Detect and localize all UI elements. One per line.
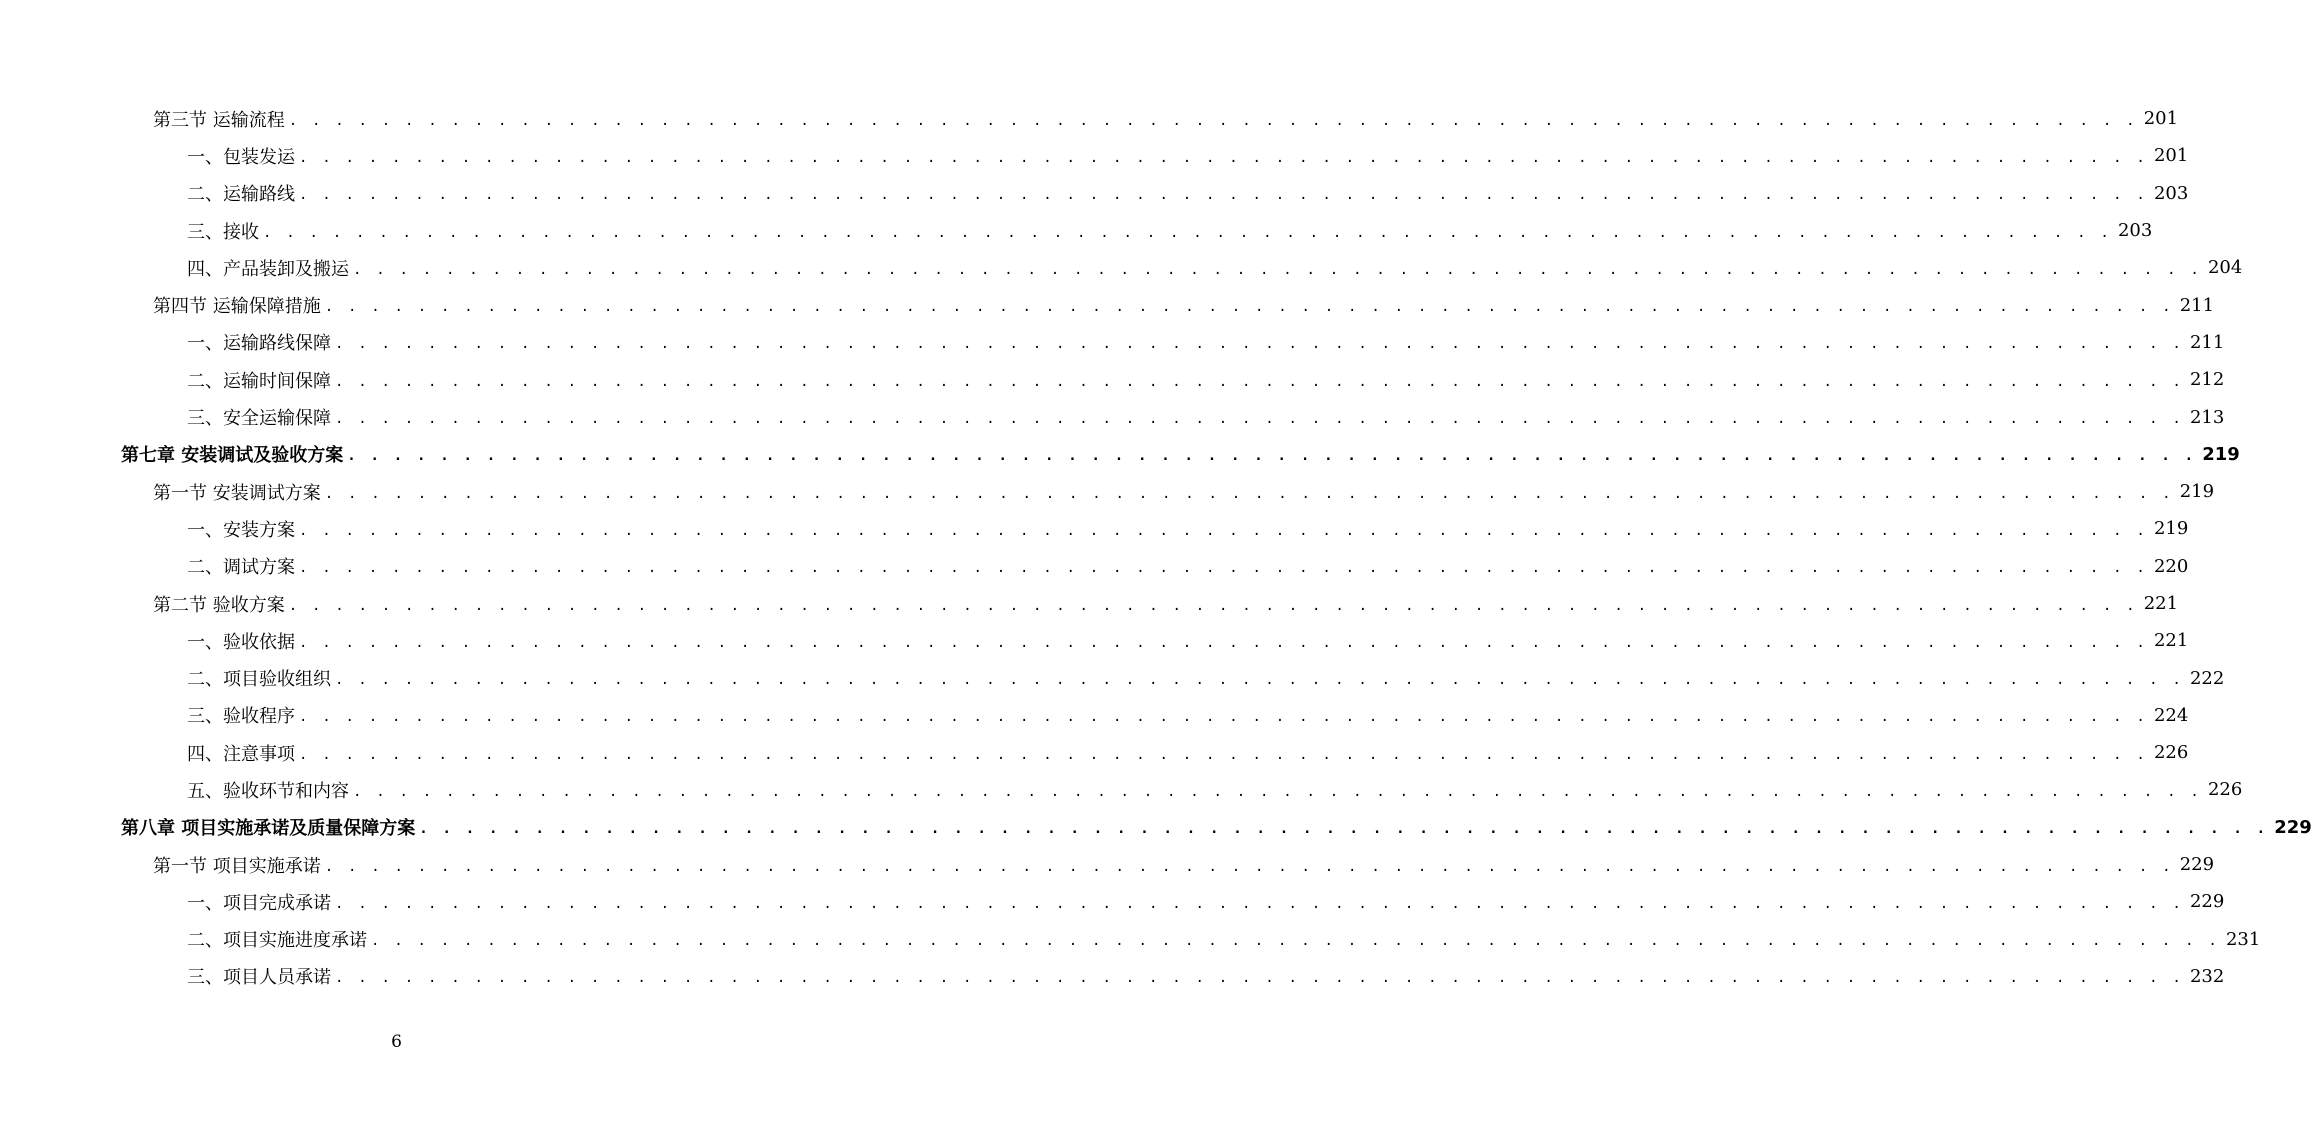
toc-entry-item[interactable] [0,212,2153,249]
toc-dot-leader: . . . . . . . . . . . . . . . . . . . . . . . . . . . . . . . . . . . . . . . . . . . . . . . . . . . . . . . . . . . . . . . . . . . . . . . . . . . . . . . . [299,709,2148,726]
toc-entry-item[interactable] [0,249,2243,286]
toc-entry-page-number: 201 [2153,145,2189,167]
toc-entry-chapter[interactable] [0,809,2312,846]
toc-dot-leader: . . . . . . . . . . . . . . . . . . . . . . . . . . . . . . . . . . . . . . . . . . . . . . . . . . . . . . . . . . . . . . . . . . . . . . . . . . . . . . . . [335,373,2184,390]
toc-entry-item[interactable] [0,398,2225,435]
toc-entry-item[interactable] [0,548,2189,585]
table-of-contents [0,100,2312,995]
toc-entry-page-number: 221 [2143,593,2179,614]
toc-dot-leader: . . . . . . . . . . . . . . . . . . . . . . . . . . . . . . . . . . . . . . . . . . . . . . . . . . . . . . . . . . . . . . . . . . . . . . . . . . . . . . . . [299,522,2148,539]
toc-entry-title: 第三节 运输流程 [153,106,289,132]
toc-entry-title: 第二节 验收方案 [153,591,289,617]
toc-entry-section[interactable] [0,846,2215,883]
toc-entry-item[interactable] [0,175,2189,212]
toc-dot-leader: . . . . . . . . . . . . . . . . . . . . . . . . . . . . . . . . . . . . . . . . . . . . . . . . . . . . . . . . . . . . . . . . . . . . . . . . . . . . . . . . [353,783,2202,800]
toc-entry-line [153,100,2179,137]
toc-entry-title: 第八章 项目实施承诺及质量保障方案 [121,814,419,840]
toc-entry-page-number: 219 [2179,481,2215,503]
toc-entry-title: 五、验收环节和内容 [187,777,353,803]
toc-entry-page-number: 229 [2189,891,2225,913]
toc-dot-leader: . . . . . . . . . . . . . . . . . . . . . . . . . . . . . . . . . . . . . . . . . . . . . . . . . . . . . . . . . . . . . . . . . . . . . . . . . . . . . . . . [324,858,2174,875]
toc-entry-title: 一、运输路线保障 [187,329,335,355]
toc-entry-title: 第七章 安装调试及验收方案 [121,441,347,467]
toc-entry-page-number: 219 [2202,443,2240,465]
toc-entry-page-number: 212 [2189,369,2225,391]
toc-entry-item[interactable] [0,361,2225,398]
toc-entry-line [187,734,2189,771]
toc-entry-item[interactable] [0,697,2189,734]
toc-entry-line [153,846,2215,883]
toc-entry-title: 一、包装发运 [187,143,299,169]
toc-dot-leader: . . . . . . . . . . . . . . . . . . . . . . . . . . . . . . . . . . . . . . . . . . . . . . . . . . . . . . . . . . . . . . . . . . . . . . . . . . . . . . . . [335,411,2184,428]
toc-entry-line [187,212,2153,249]
toc-dot-leader: . . . . . . . . . . . . . . . . . . . . . . . . . . . . . . . . . . . . . . . . . . . . . . . . . . . . . . . . . . . . . . . . . . . . . . . . . . . . . . . . [335,672,2184,689]
toc-entry-page-number: 231 [2225,928,2261,950]
toc-entry-item[interactable] [0,510,2189,547]
toc-entry-line [187,883,2225,920]
toc-entry-page-number: 201 [2143,108,2179,130]
toc-entry-title: 第四节 运输保障措施 [153,292,325,318]
toc-entry-page-number: 211 [2179,294,2215,316]
toc-entry-title: 二、调试方案 [187,553,299,579]
toc-entry-title: 四、注意事项 [187,740,299,766]
toc-entry-line [187,921,2261,958]
toc-entry-section[interactable] [0,585,2179,622]
toc-dot-leader: . . . . . . . . . . . . . . . . . . . . . . . . . . . . . . . . . . . . . . . . . . . . . . . . . . . . . . . . . . . . . . . . . . . . . . . . . . . . . . . . [299,746,2148,763]
toc-entry-title: 一、验收依据 [187,628,299,654]
toc-entry-title: 二、项目实施进度承诺 [187,926,371,952]
toc-entry-title: 三、安全运输保障 [187,404,335,430]
toc-entry-chapter[interactable] [0,436,2240,473]
toc-dot-leader: . . . . . . . . . . . . . . . . . . . . . . . . . . . . . . . . . . . . . . . . . . . . . . . . . . . . . . . . . . . . . . . . . . . . . . . . . . . . . . . . [299,560,2148,577]
toc-entry-line [187,697,2189,734]
toc-entry-page-number: 219 [2153,518,2189,540]
toc-entry-line [187,398,2225,435]
toc-entry-page-number: 229 [2274,816,2312,838]
toc-entry-line [187,175,2189,212]
toc-dot-leader: . . . . . . . . . . . . . . . . . . . . . . . . . . . . . . . . . . . . . . . . . . . . . . . . . . . . . . . . . . . . . . . . . . . . . . . . . . . . . . . . [347,448,2197,465]
toc-dot-leader: . . . . . . . . . . . . . . . . . . . . . . . . . . . . . . . . . . . . . . . . . . . . . . . . . . . . . . . . . . . . . . . . . . . . . . . . . . . . . . . . [299,187,2148,204]
toc-dot-leader: . . . . . . . . . . . . . . . . . . . . . . . . . . . . . . . . . . . . . . . . . . . . . . . . . . . . . . . . . . . . . . . . . . . . . . . . . . . . . . . . [263,224,2112,241]
toc-entry-item[interactable] [0,622,2189,659]
toc-entry-line [187,771,2243,808]
toc-entry-page-number: 224 [2153,704,2189,726]
toc-dot-leader: . . . . . . . . . . . . . . . . . . . . . . . . . . . . . . . . . . . . . . . . . . . . . . . . . . . . . . . . . . . . . . . . . . . . . . . . . . . . . . . . [288,112,2138,129]
toc-entry-page-number: 226 [2153,742,2189,764]
toc-entry-line [187,361,2225,398]
toc-entry-item[interactable] [0,958,2225,995]
toc-dot-leader: . . . . . . . . . . . . . . . . . . . . . . . . . . . . . . . . . . . . . . . . . . . . . . . . . . . . . . . . . . . . . . . . . . . . . . . . . . . . . . . . [324,485,2174,502]
toc-dot-leader: . . . . . . . . . . . . . . . . . . . . . . . . . . . . . . . . . . . . . . . . . . . . . . . . . . . . . . . . . . . . . . . . . . . . . . . . . . . . . . . . [324,299,2174,316]
toc-dot-leader: . . . . . . . . . . . . . . . . . . . . . . . . . . . . . . . . . . . . . . . . . . . . . . . . . . . . . . . . . . . . . . . . . . . . . . . . . . . . . . . . [335,336,2184,353]
toc-dot-leader: . . . . . . . . . . . . . . . . . . . . . . . . . . . . . . . . . . . . . . . . . . . . . . . . . . . . . . . . . . . . . . . . . . . . . . . . . . . . . . . . [335,895,2184,912]
toc-entry-title: 二、运输路线 [187,180,299,206]
toc-entry-title: 三、接收 [187,218,263,244]
toc-entry-line [121,809,2312,846]
toc-dot-leader: . . . . . . . . . . . . . . . . . . . . . . . . . . . . . . . . . . . . . . . . . . . . . . . . . . . . . . . . . . . . . . . . . . . . . . . . . . . . . . . . [335,970,2184,987]
toc-entry-page-number: 221 [2153,630,2189,652]
toc-entry-page-number: 203 [2153,182,2189,204]
toc-entry-title: 一、项目完成承诺 [187,889,335,915]
toc-entry-item[interactable] [0,659,2225,696]
toc-entry-line [187,249,2243,286]
page-number: 6 [391,1032,402,1052]
toc-entry-line [187,548,2189,585]
toc-entry-title: 二、运输时间保障 [187,367,335,393]
toc-entry-line [187,622,2189,659]
toc-entry-item[interactable] [0,734,2189,771]
toc-dot-leader: . . . . . . . . . . . . . . . . . . . . . . . . . . . . . . . . . . . . . . . . . . . . . . . . . . . . . . . . . . . . . . . . . . . . . . . . . . . . . . . . [371,933,2220,950]
toc-entry-page-number: 204 [2207,257,2243,279]
toc-entry-section[interactable] [0,100,2179,137]
toc-entry-title: 四、产品装卸及搬运 [187,255,353,281]
toc-entry-item[interactable] [0,771,2243,808]
toc-entry-item[interactable] [0,883,2225,920]
toc-entry-section[interactable] [0,473,2215,510]
toc-entry-page-number: 232 [2189,965,2225,987]
toc-entry-item[interactable] [0,324,2225,361]
toc-dot-leader: . . . . . . . . . . . . . . . . . . . . . . . . . . . . . . . . . . . . . . . . . . . . . . . . . . . . . . . . . . . . . . . . . . . . . . . . . . . . . . . . [288,597,2138,614]
toc-entry-page-number: 220 [2153,555,2189,577]
toc-dot-leader: . . . . . . . . . . . . . . . . . . . . . . . . . . . . . . . . . . . . . . . . . . . . . . . . . . . . . . . . . . . . . . . . . . . . . . . . . . . . . . . . [353,261,2202,278]
toc-entry-line [187,324,2225,361]
toc-entry-title: 二、项目验收组织 [187,665,335,691]
toc-entry-page-number: 226 [2207,779,2243,801]
toc-entry-page-number: 211 [2189,331,2225,353]
toc-entry-title: 第一节 安装调试方案 [153,479,325,505]
toc-entry-line [153,286,2215,323]
toc-entry-line [187,137,2189,174]
toc-entry-line [153,585,2179,622]
toc-entry-item[interactable] [0,921,2261,958]
toc-entry-page-number: 213 [2189,406,2225,428]
toc-entry-page-number: 222 [2189,667,2225,689]
toc-entry-line [153,473,2215,510]
toc-entry-line [121,436,2240,473]
toc-dot-leader: . . . . . . . . . . . . . . . . . . . . . . . . . . . . . . . . . . . . . . . . . . . . . . . . . . . . . . . . . . . . . . . . . . . . . . . . . . . . . . . . [419,821,2269,838]
toc-dot-leader: . . . . . . . . . . . . . . . . . . . . . . . . . . . . . . . . . . . . . . . . . . . . . . . . . . . . . . . . . . . . . . . . . . . . . . . . . . . . . . . . [299,634,2148,651]
toc-entry-line [187,510,2189,547]
toc-entry-title: 三、项目人员承诺 [187,963,335,989]
toc-entry-title: 一、安装方案 [187,516,299,542]
toc-entry-line [187,958,2225,995]
toc-entry-line [187,659,2225,696]
toc-entry-title: 三、验收程序 [187,702,299,728]
toc-entry-page-number: 203 [2117,220,2153,242]
toc-entry-item[interactable] [0,137,2189,174]
toc-dot-leader: . . . . . . . . . . . . . . . . . . . . . . . . . . . . . . . . . . . . . . . . . . . . . . . . . . . . . . . . . . . . . . . . . . . . . . . . . . . . . . . . [299,149,2148,166]
toc-entry-page-number: 229 [2179,854,2215,876]
toc-entry-title: 第一节 项目实施承诺 [153,852,325,878]
toc-entry-section[interactable] [0,286,2215,323]
